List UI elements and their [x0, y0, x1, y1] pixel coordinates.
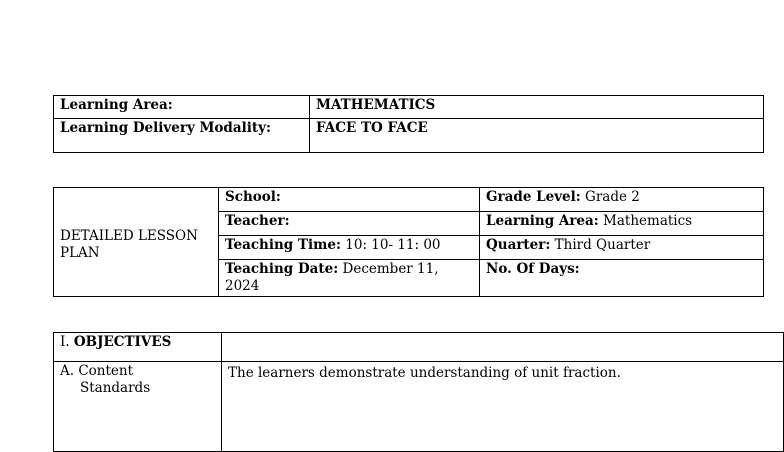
- content-standards-text-cell: [222, 362, 784, 452]
- teacher-cell: Teacher:: [219, 212, 480, 236]
- plan-title-cell: [54, 188, 219, 297]
- content-standards-label-cont: Standards: [80, 380, 151, 396]
- subject-info-table: [53, 95, 764, 153]
- quarter-cell: Quarter: Third Quarter: [480, 236, 764, 260]
- plan-learning-area-cell: Learning Area: Mathematics: [480, 212, 764, 236]
- modality-value-cell: FACE TO FACE: [310, 119, 764, 153]
- objectives-heading-cell: I. OBJECTIVES: [54, 333, 222, 362]
- objectives-table: [53, 332, 784, 452]
- plan-title: DETAILED LESSON PLAN: [60, 228, 198, 261]
- objectives-blank-cell: [222, 333, 784, 362]
- teaching-time-cell: Teaching Time: 10: 10- 11: 00: [219, 236, 480, 260]
- school-cell: School:: [219, 188, 480, 212]
- content-standards-label-cell: [54, 362, 222, 452]
- learning-area-label-cell: Learning Area:: [54, 96, 310, 119]
- content-standards-label: A. Content: [60, 363, 134, 379]
- modality-label-cell: Learning Delivery Modality:: [54, 119, 310, 153]
- learning-area-value-cell: MATHEMATICS: [310, 96, 764, 119]
- grade-level-cell: Grade Level: Grade 2: [480, 188, 764, 212]
- teaching-date-cell: Teaching Date: December 11, 2024: [219, 260, 480, 297]
- content-standards-text: The learners demonstrate understanding of unit fraction.: [228, 365, 621, 381]
- no-of-days-cell: No. Of Days:: [480, 260, 764, 297]
- lesson-plan-header-table: [53, 187, 764, 297]
